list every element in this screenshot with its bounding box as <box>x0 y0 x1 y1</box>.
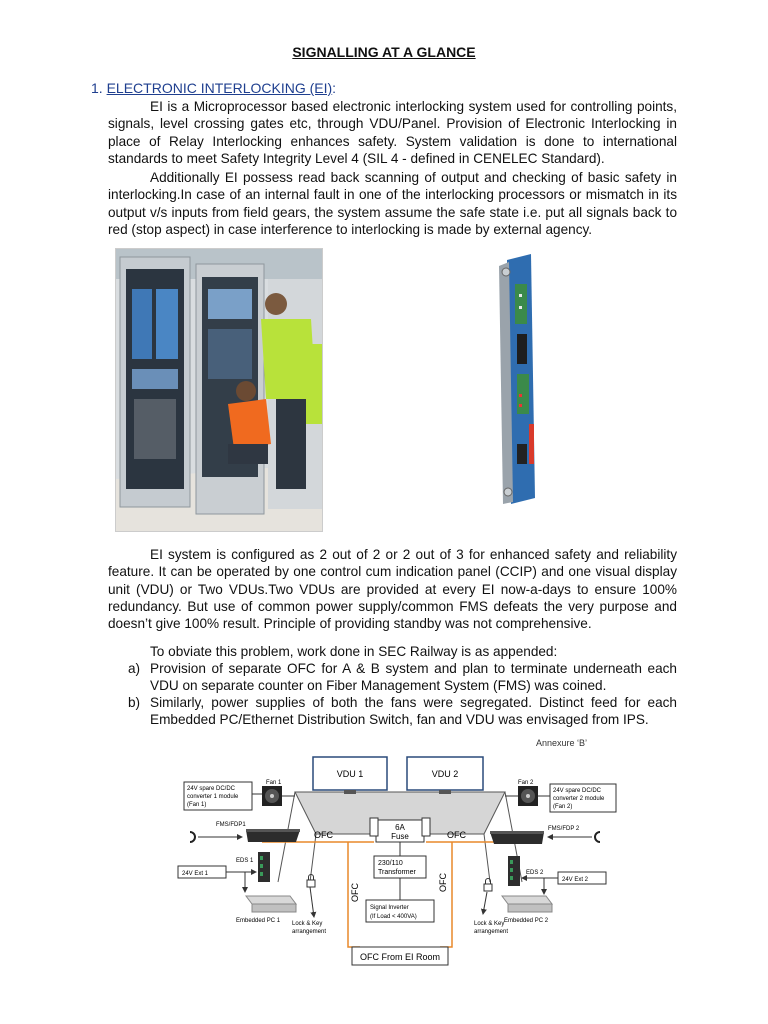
fms-1-panel-top <box>246 829 300 832</box>
vdu-2-monitor <box>407 757 483 794</box>
list-item <box>128 660 677 696</box>
eds-2-switch-icon <box>508 856 520 886</box>
ofc-left-label: OFC <box>314 830 333 840</box>
vdu-1-monitor <box>313 757 387 794</box>
eds-1-label: EDS 1 <box>236 858 254 864</box>
converter-1-line-1: 24V spare DC/DC <box>187 786 236 792</box>
paragraph-configuration: EI system is configured as 2 out of 2 or 2 out of 3 for enhanced safety and reliability feature. It can be operated by one control cum indication panel (CCIP) and one visual display unit (VDU) or Two VDUs.Two VDUs are provided at every EI now-a-days to ensure 100% redundancy. But use of common power supply/common FMS defeats the very purpose and doesn’t give 100% result. Principle of providing standby was not comprehensive. <box>108 547 677 632</box>
section-heading <box>91 80 336 96</box>
fuse-label: Fuse <box>391 832 409 841</box>
fan-1-label: Fan 1 <box>266 780 282 786</box>
section-heading-colon: : <box>332 80 337 96</box>
converter-1-line-2: converter 1 module <box>187 794 239 800</box>
ofc-vertical-left-label: OFC <box>350 883 360 902</box>
fiber-end-right-icon <box>595 832 600 842</box>
annexure-label: Annexure ‘B’ <box>536 738 588 748</box>
list-item-text: Similarly, power supplies of both the fans were segregated. Distinct feed for each Embedded PC/Ethernet Distribution Switch, fan and VDU was envisaged from IPS. <box>150 695 677 728</box>
inverter-line-1: Signal Inverter <box>370 905 409 911</box>
list-marker: a) <box>128 661 141 676</box>
ofc-vertical-right-label: OFC <box>438 873 448 892</box>
fiber-end-left-icon <box>190 832 195 842</box>
fan-2-icon <box>518 786 538 806</box>
lock-right-arrow <box>483 892 487 914</box>
converter-2-line-2: converter 2 module <box>553 796 605 802</box>
annexure-b-diagram <box>150 732 630 972</box>
converter-2-line-3: (Fan 2) <box>553 804 573 810</box>
eds-2-label: EDS 2 <box>526 870 544 876</box>
fms-2-panel-top <box>490 831 544 834</box>
fan-1-icon <box>262 786 282 806</box>
embedded-pc-1-icon <box>246 896 296 912</box>
counter-inner-right <box>484 834 490 882</box>
fms-1-label: FMS/FDP1 <box>216 822 246 828</box>
embedded-pc-1-label: Embedded PC 1 <box>236 918 281 924</box>
paragraph-readback: Additionally EI possess read back scanning of output and checking of basic safety in interlocking.In case of an internal fault in one of the interlocking processors or mismatch in its output v/s inputs from field gears, the system assume the safe state i.e. put all signals back to red (stop aspect) in case interference to interlocking is made by external agency. <box>108 170 677 237</box>
ofc-vertical-right <box>440 842 452 947</box>
transformer-line-1: 230/110 <box>378 860 403 867</box>
converter-2-line-1: 24V spare DC/DC <box>553 788 602 794</box>
paragraph-ei-intro: EI is a Microprocessor based electronic interlocking system used for controlling points, signals, level crossing gates etc, through VDU/Panel. Provision of Electronic Interlocking in place of Relay Interlocking enhances safety. System validation is done to international standards to meet Safety Integrity Level 4 (SIL 4 - defined in CENELEC Standard). <box>108 99 677 166</box>
vdu-2-label: VDU 2 <box>431 769 459 779</box>
fms-2-label: FMS/FDP 2 <box>548 826 580 832</box>
vdu-1-label: VDU 1 <box>336 769 364 779</box>
section-number: 1. <box>91 80 103 96</box>
embedded-pc-2-icon <box>502 896 552 912</box>
embedded-pc-2-label: Embedded PC 2 <box>504 918 549 924</box>
ext-1-label: 24V Ext 1 <box>182 871 209 877</box>
ext-2-label: 24V Ext 2 <box>562 877 589 883</box>
lock-left-line-1: Lock & Key <box>292 921 323 927</box>
converter-1-line-3: (Fan 1) <box>187 802 207 808</box>
ofc-from-ei-room-label: OFC From EI Room <box>359 952 441 962</box>
lock-right-line-1: Lock & Key <box>474 921 505 927</box>
technicians-photo <box>115 248 323 532</box>
converter-1-box <box>184 782 252 810</box>
list-item-text: Provision of separate OFC for A & B system and plan to terminate underneath each VDU on separate counter on Fiber Management System (FMS) was coined. <box>150 661 677 694</box>
processor-card-photo <box>493 254 537 504</box>
section-heading-text: ELECTRONIC INTERLOCKING (EI) <box>106 80 333 96</box>
list-item <box>128 694 677 730</box>
transformer-box <box>374 856 426 878</box>
signal-inverter-box <box>366 900 434 922</box>
transformer-line-2: Transformer <box>378 869 416 876</box>
fan-2-label: Fan 2 <box>518 780 534 786</box>
lock-right-line-2: arrangement <box>474 929 509 935</box>
fuse-value: 6A <box>395 823 405 832</box>
list-marker: b) <box>128 695 141 710</box>
ofc-right-label: OFC <box>447 830 466 840</box>
lock-left-arrow <box>310 887 314 917</box>
fuse <box>370 818 430 842</box>
paragraph-obviate: To obviate this problem, work done in SEC Railway is as appended: <box>150 644 558 659</box>
lock-right-icon <box>484 879 492 892</box>
eds-1-switch-icon <box>258 852 270 882</box>
page-title: SIGNALLING AT A GLANCE <box>292 44 476 60</box>
lock-left-line-2: arrangement <box>292 929 327 935</box>
converter-2-box <box>550 784 616 812</box>
inverter-line-2: (If Load < 400VA) <box>370 914 417 920</box>
